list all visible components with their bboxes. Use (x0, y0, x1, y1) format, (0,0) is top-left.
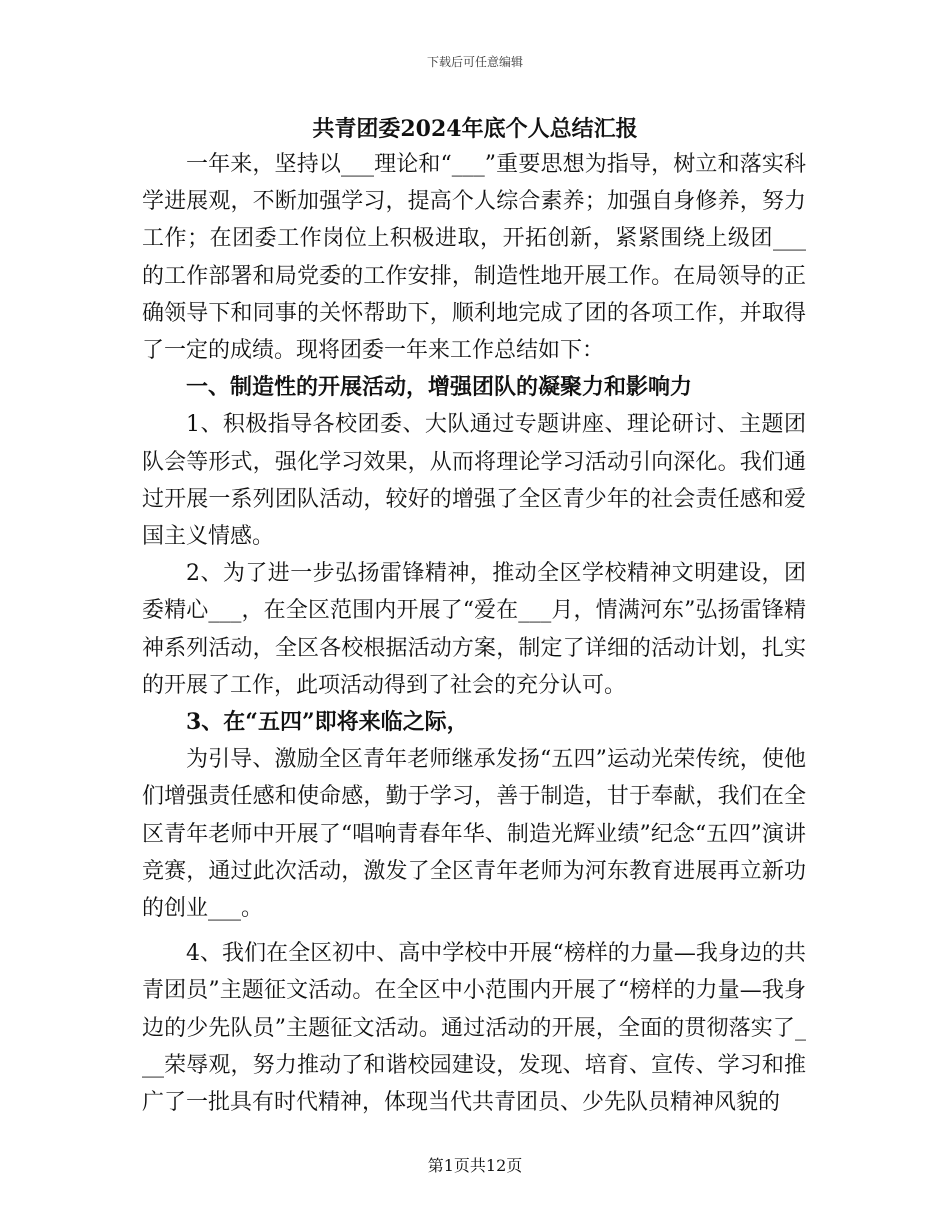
item-paragraph-3: 为引导、激励全区青年老师继承发扬“五四”运动光荣传统，使他们增强责任感和使命感，勤于学习，善于制造，甘于奉献，我们在全区青年老师中开展了“唱响青春年华、制造光辉业绩”纪念“五四”演讲竞赛，通过此次活动，激发了全区青年老师为河东教育进展再立新功的创业___。 (142, 747, 806, 922)
item-heading-3: 3、在“五四”即将来临之际， (186, 709, 469, 736)
document-body (142, 146, 806, 1121)
document-title: 共青团委2024年底个人总结汇报 (312, 116, 638, 142)
section-heading-1: 一、制造性的开展活动，增强团队的凝聚力和影响力 (186, 374, 693, 401)
item-paragraph-2: 2、为了进一步弘扬雷锋精神，推动全区学校精神文明建设，团委精心___，在全区范围内开展了“爱在___月，情满河东”弘扬雷锋精神系列活动，全区各校根据活动方案，制定了详细的活动计划，扎实的开展了工作，此项活动得到了社会的充分认可。 (142, 561, 806, 698)
intro-paragraph: 一年来，坚持以___理论和“___”重要思想为指导，树立和落实科学进展观，不断加强学习，提高个人综合素养；加强自身修养，努力工作；在团委工作岗位上积极进取，开拓创新，紧紧围绕上级团___的工作部署和局党委的工作安排，制造性地开展工作。在局领导的正确领导下和同事的关怀帮助下，顺利地完成了团的各项工作，并取得了一定的成绩。现将团委一年来工作总结如下： (142, 152, 806, 364)
header-note: 下载后可任意编辑 (426, 55, 523, 69)
page-footer: 第1页共12页 (427, 1156, 523, 1175)
item-paragraph-4: 4、我们在全区初中、高中学校中开展“榜样的力量—我身边的共青团员”主题征文活动。在全区中小范围内开展了“榜样的力量—我身边的少先队员”主题征文活动。通过活动的开展，全面的贯彻落实了___荣辱观，努力推动了和谐校园建设，发现、培育、宣传、学习和推广了一批具有时代精神，体现当代共青团员、少先队员精神风貌的 (142, 941, 806, 1116)
item-paragraph-1: 1、积极指导各校团委、大队通过专题讲座、理论研讨、主题团队会等形式，强化学习效果，从而将理论学习活动引向深化。我们通过开展一系列团队活动，较好的增强了全区青少年的社会责任感和爱国主义情感。 (142, 412, 806, 550)
